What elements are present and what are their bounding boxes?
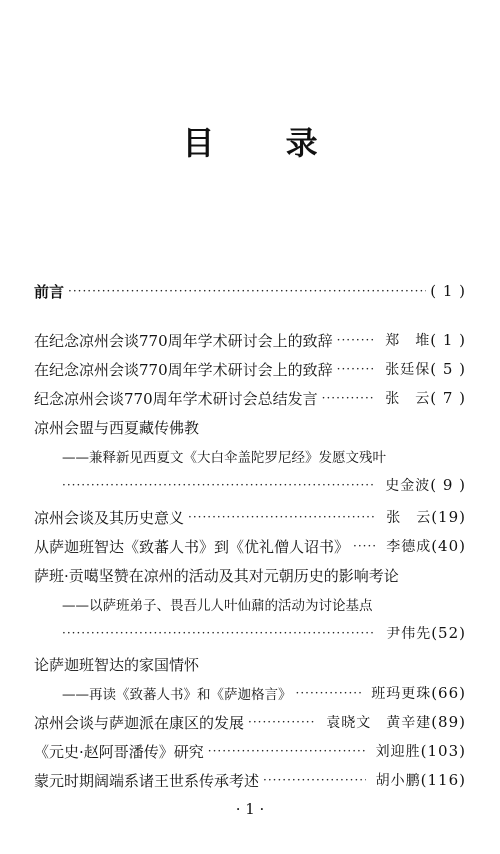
dot-leader (248, 715, 316, 729)
toc-page-number: (66) (431, 684, 466, 702)
toc-page-number: ( 7 ) (430, 389, 466, 407)
toc-entry-title: 在纪念凉州会谈770周年学术研讨会上的致辞 (34, 360, 333, 379)
toc-entry-title: 前言 (34, 282, 65, 301)
toc-page-number: (89) (431, 713, 466, 731)
toc-entry[interactable] (34, 328, 466, 352)
toc-entry[interactable] (34, 652, 466, 676)
toc-entry-continuation[interactable] (62, 621, 466, 645)
toc-entry-subtitle[interactable] (62, 681, 466, 705)
toc-entry-title: 凉州会谈及其历史意义 (34, 508, 185, 527)
toc-entry-subtitle (62, 592, 466, 616)
toc-entry-title: 凉州会谈与萨迦派在康区的发展 (34, 713, 245, 732)
toc-page-number: (52) (431, 624, 466, 642)
toc-entry-title: 蒙元时期阔端系诸王世系传承考述 (34, 771, 260, 790)
dot-leader (337, 333, 376, 347)
toc-page-number: (19) (431, 508, 466, 526)
toc-entry[interactable] (34, 505, 466, 529)
toc-page-number: ( 5 ) (430, 360, 466, 378)
toc-entry-subtitle-text: ——再读《致蕃人书》和《萨迦格言》 (62, 687, 292, 703)
toc-entry-title: 纪念凉州会谈770周年学术研讨会总结发言 (34, 389, 318, 408)
page-title: 目 录 (182, 124, 348, 162)
toc-entry-title: 论萨迦班智达的家国情怀 (34, 655, 200, 674)
toc-entry[interactable] (34, 357, 466, 381)
toc-entry[interactable] (34, 710, 466, 734)
toc-entry-subtitle-text: ——以萨班弟子、畏吾儿人叶仙鼐的活动为讨论基点 (62, 598, 373, 614)
toc-entry-preface[interactable] (34, 279, 466, 303)
toc-entry-author: 胡小鹏 (375, 773, 421, 789)
toc-entry-author: 袁晓文 黄辛建 (326, 715, 432, 731)
toc-entry-author: 张廷保 (385, 362, 431, 378)
toc-entry[interactable] (34, 768, 466, 792)
dot-leader (208, 744, 366, 758)
toc-entry-author: 尹伟先 (386, 626, 432, 642)
toc-entry-subtitle (62, 444, 466, 468)
toc-entry-author: 李德成 (386, 539, 432, 555)
toc-entry-title: 凉州会盟与西夏藏传佛教 (34, 418, 200, 437)
toc-entry-author: 张 云 (386, 510, 432, 526)
toc-page-number: (40) (431, 537, 466, 555)
toc-entry[interactable] (34, 415, 466, 439)
toc-entry[interactable] (34, 739, 466, 763)
dot-leader (188, 510, 376, 524)
toc-page-number: ( 1 ) (430, 331, 466, 349)
page-footer-number: · 1 · (235, 800, 265, 818)
dot-leader (337, 362, 376, 376)
toc-page-number: (103) (420, 742, 466, 760)
toc-entry-subtitle-text: ——兼释新见西夏文《大白伞盖陀罗尼经》发愿文残叶 (62, 450, 386, 466)
dot-leader (263, 773, 366, 787)
toc-page-number: (116) (420, 771, 466, 789)
toc-entry[interactable] (34, 563, 466, 587)
dot-leader (62, 626, 376, 640)
toc-entry-title: 萨班·贡噶坚赞在凉州的活动及其对元朝历史的影响考论 (34, 566, 399, 585)
toc-entry-title: 在纪念凉州会谈770周年学术研讨会上的致辞 (34, 331, 333, 350)
toc-entry-author: 史金波 (385, 478, 431, 494)
dot-leader (296, 686, 362, 700)
toc-entry-continuation[interactable] (62, 473, 466, 497)
dot-leader (62, 478, 375, 492)
dot-leader (68, 284, 426, 298)
toc-entry[interactable] (34, 386, 466, 410)
toc-entry-author: 郑 堆 (385, 333, 431, 349)
toc-page-number: ( 9 ) (430, 476, 466, 494)
dot-leader (353, 539, 376, 553)
toc-entry-author: 刘迎胜 (375, 744, 421, 760)
toc-entry[interactable] (34, 534, 466, 558)
toc-entry-author: 张 云 (385, 391, 431, 407)
dot-leader (322, 391, 376, 405)
toc-entry-title: 从萨迦班智达《致蕃人书》到《优礼僧人诏书》 (34, 537, 350, 556)
toc-entry-author: 班玛更珠 (371, 686, 432, 702)
toc-entry-title: 《元史·赵阿哥潘传》研究 (34, 742, 204, 761)
toc-page-number: ( 1 ) (430, 282, 466, 300)
